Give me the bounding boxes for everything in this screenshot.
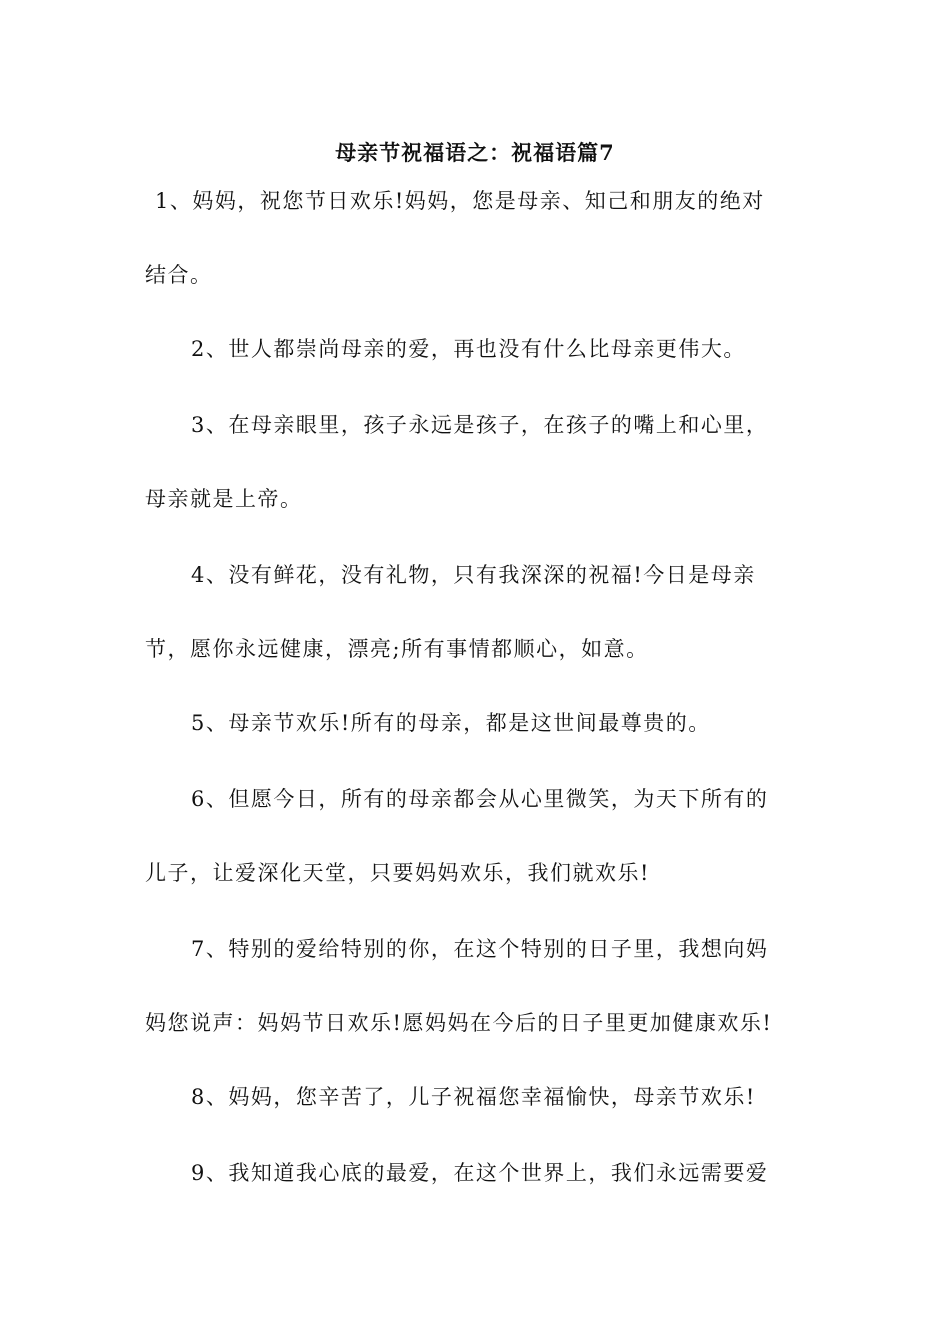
paragraph-line: 妈您说声：妈妈节日欢乐!愿妈妈在今后的日子里更加健康欢乐! <box>145 1011 773 1035</box>
paragraph-line: 儿子，让爱深化天堂，只要妈妈欢乐，我们就欢乐! <box>145 861 650 885</box>
paragraph-line: 1、妈妈，祝您节日欢乐!妈妈，您是母亲、知己和朋友的绝对 <box>155 189 765 213</box>
paragraph-line: 3、在母亲眼里，孩子永远是孩子，在孩子的嘴上和心里， <box>191 413 769 437</box>
paragraph-line: 节，愿你永远健康，漂亮;所有事情都顺心，如意。 <box>145 637 649 661</box>
paragraph-line: 6、但愿今日，所有的母亲都会从心里微笑，为天下所有的 <box>191 787 769 811</box>
paragraph-line: 9、我知道我心底的最爱，在这个世界上，我们永远需要爱 <box>191 1161 769 1185</box>
paragraph-line: 7、特别的爱给特别的你，在这个特别的日子里，我想向妈 <box>191 937 769 961</box>
paragraph-line: 2、世人都崇尚母亲的爱，再也没有什么比母亲更伟大。 <box>191 337 746 361</box>
paragraph-line: 8、妈妈，您辛苦了，儿子祝福您幸福愉快，母亲节欢乐! <box>191 1085 756 1109</box>
paragraph-line: 结合。 <box>145 263 213 287</box>
document-title: 母亲节祝福语之：祝福语篇7 <box>335 140 615 165</box>
paragraph-line: 母亲就是上帝。 <box>145 487 303 511</box>
paragraph-line: 4、没有鲜花，没有礼物，只有我深深的祝福!今日是母亲 <box>191 563 756 587</box>
paragraph-line: 5、母亲节欢乐!所有的母亲，都是这世间最尊贵的。 <box>191 711 711 735</box>
